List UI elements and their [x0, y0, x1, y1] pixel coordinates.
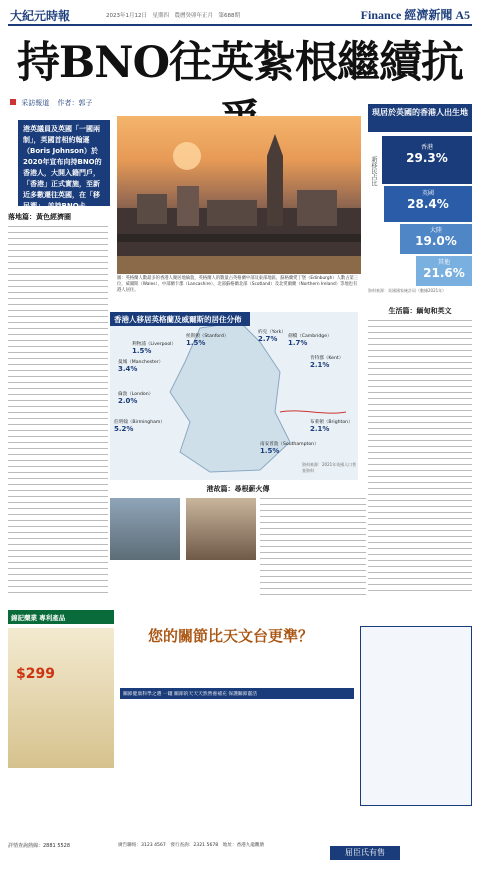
- ad-price: $299: [16, 666, 55, 682]
- birthplace-chart: [368, 104, 472, 300]
- bar-label: 大陸: [429, 227, 442, 234]
- city-york: 約克（York） 2.7%: [258, 330, 286, 343]
- city-cambridge: 劍橋（Cambridge） 1.7%: [288, 334, 332, 347]
- newspaper-logo: 大紀元時報: [10, 9, 71, 23]
- left-column-body: [8, 226, 108, 596]
- masthead: [8, 4, 472, 26]
- city-brighton: 布萊頓（Brighton） 2.1%: [310, 420, 353, 433]
- ad-brand-badge: 屈臣氏有售: [330, 846, 400, 860]
- ad-hotline: 詳情查詢熱線：2881 5528: [8, 843, 71, 849]
- lower-article: [110, 484, 366, 598]
- bar-value: 19.0%: [415, 234, 457, 248]
- bar-area: [368, 136, 472, 286]
- chart-source: 資料來源：英國國家統計局（數據2021年）: [368, 288, 447, 293]
- byline-author: 作者：郭子: [57, 99, 93, 107]
- lead-summary: 港英議員及英國「一國兩制」，英國首相約翰遜（Boris Johnson）於2020年宣布向持BNO的香港人，大開入籍門戶，「香港」正式實施，至新近多數遷往英國，在「移民潮」，並持BNO卡。: [18, 120, 110, 206]
- ad-shop-banner: 錦記藥業 專利產品: [8, 610, 114, 624]
- city-stanford: 侯斯頓（Stanford） 1.5%: [186, 334, 229, 347]
- byline-label: 采訪報道: [21, 99, 50, 107]
- bar-label: 其他: [437, 259, 450, 266]
- map-cities: [110, 312, 358, 480]
- chart-title: 現居於英國的香港人出生地: [368, 104, 472, 132]
- map-title: 香港人移居英格蘭及威爾斯的居住分佈: [110, 312, 250, 326]
- headline: 持BNO往英紮根繼續抗: [16, 38, 464, 88]
- left-subhead: 落地篇：黃色經濟圈: [8, 213, 71, 221]
- footer-contact: 廣告聯絡：3123 4567 發行查詢：2321 5678 地址：香港九龍觀塘: [118, 843, 265, 848]
- issue-date: 2023年1月12日 星期四 農曆癸卯年正月 第688期: [106, 13, 240, 19]
- bar-hong-kong: [382, 136, 472, 184]
- ad-tagline: 關節健康科學之選 一罐 關節的天天天然營養補充 保護關節靈活: [120, 688, 354, 699]
- left-column: [8, 212, 108, 598]
- portrait-photo: [186, 498, 256, 560]
- ad-panel-right: [360, 626, 472, 806]
- byline-icon: [10, 99, 16, 105]
- byline: [10, 98, 230, 110]
- photo-caption: 圖：英格蘭人數最多的香港人聚居地倫敦，英格蘭人的數量占英格蘭中部及東部地區，蘇格蘭愛丁堡（Edinburgh）人數占第三位，威爾斯（Wales）、中部蘭卡郡（Lancashire）、北部蘇格蘭北部（Scotland）及北愛爾蘭（Northern Ireland）等地也有港人居住。: [117, 276, 359, 293]
- bar-value: 28.4%: [407, 197, 449, 211]
- ad-product-image: [8, 628, 114, 768]
- lower-subhead: 港故篇：尋根薪火傳: [206, 485, 270, 493]
- right-column: [368, 306, 472, 598]
- bar-value: 21.6%: [423, 266, 465, 280]
- right-subhead: 生活篇：緬甸和英文: [388, 307, 452, 315]
- bar-label: 英國: [421, 190, 434, 197]
- bar-label: 香港: [420, 144, 433, 151]
- city-southampton: 南安普敦（Southampton） 1.5%: [260, 442, 319, 455]
- bar-other: [416, 256, 472, 286]
- city-london: 倫敦（London） 2.0%: [118, 392, 154, 405]
- lower-article-body: [260, 498, 366, 598]
- city-liverpool: 利物浦（Liverpool） 1.5%: [132, 342, 177, 355]
- section-label: Finance 經濟新聞 A5: [360, 8, 470, 22]
- map-source: 資料來源：2021年英國人口普查資料: [302, 462, 357, 473]
- cityscape-illustration: [117, 116, 361, 274]
- bar-uk: [384, 186, 472, 222]
- city-kent: 肯特郡（Kent） 2.1%: [310, 356, 344, 369]
- chart-ylabel: 新移民占比: [370, 156, 377, 186]
- right-column-body: [368, 320, 472, 596]
- bar-value: 29.3%: [406, 151, 448, 165]
- street-photo: [110, 498, 180, 560]
- edinburgh-photo: [117, 116, 361, 274]
- city-birmingham: 伯明翰（Birmingham） 5.2%: [114, 420, 165, 433]
- city-manchester: 曼城（Manchester） 3.4%: [118, 360, 164, 373]
- bar-mainland: [400, 224, 472, 254]
- advertisement: [0, 606, 480, 873]
- ad-headline: 您的關節比天文台更準？: [148, 627, 314, 645]
